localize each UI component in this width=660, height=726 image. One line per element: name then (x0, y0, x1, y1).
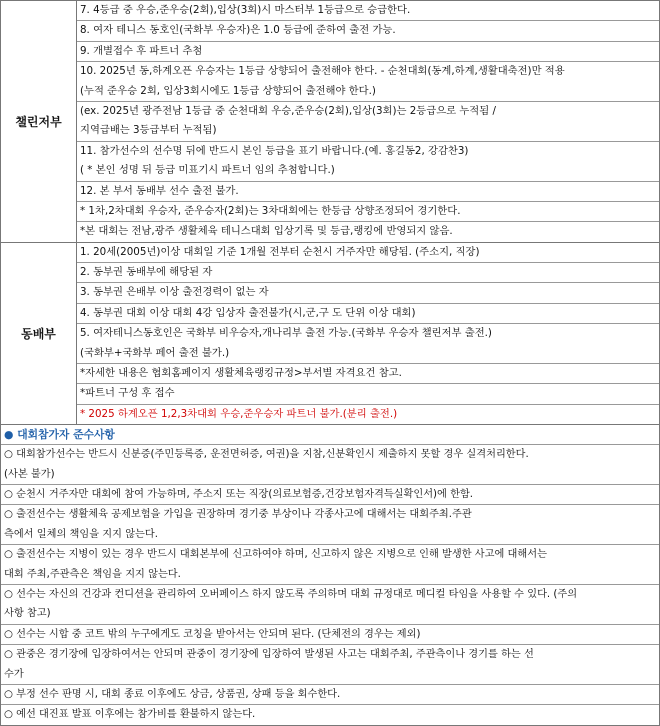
notice-title: 대회참가자 준수사항 (17, 428, 115, 442)
dongbae-rule-line-highlight: * 2025 하계오픈 1,2,3차대회 우승,준우승자 파트너 불가.(분리 출전.) (80, 407, 398, 420)
notice-line: 대회 주최,주관측은 책임을 지지 않는다. (1, 565, 659, 585)
participant-notice (0, 425, 660, 725)
challenger-rule-line: 11. 참가선수의 선수명 뒤에 반드시 본인 등급을 표기 바랍니다.(예. 홍길동2, 강감찬3) (80, 144, 469, 157)
bullet-dot-icon: ● (4, 428, 14, 442)
notice-line: ○ 예선 대진표 발표 이후에는 참가비를 환불하지 않는다. (4, 709, 256, 721)
challenger-rule-line: 지역급배는 3등급부터 누적됨) (77, 121, 659, 141)
notice-line: ○ 대회참가선수는 반드시 신분증(주민등록증, 운전면허증, 여권)을 지참,신분확인시 제출하지 못할 경우 실격처리한다. (4, 449, 529, 461)
challenger-label: 챌린저부 (1, 1, 77, 243)
dongbae-rule-line: 1. 20세(2005년)이상 대회일 기준 1개월 전부터 순천시 거주자만 해당됨. (주소지, 직장) (77, 243, 659, 263)
notice-line: ○ 선수는 자신의 건강과 컨디션을 관리하여 오버페이스 하지 않도록 주의하며 대회 규정대로 메디컬 타임을 사용할 수 있다. (주의 (4, 588, 578, 600)
dongbae-rule-line: 5. 여자테니스동호인은 국화부 비우승자,개나리부 출전 가능.(국화부 우승자 챌린저부 출전.) (80, 327, 492, 340)
dongbae-rule-line: (국화부+국화부 페어 출전 불가.) (77, 344, 659, 364)
notice-heading (1, 425, 659, 445)
dongbae-rule-line: 4. 동부권 대회 이상 대회 4강 입상자 출전불가(시,군,구 도 단위 이상 대회) (77, 304, 659, 324)
challenger-rule-line: (누적 준우승 2회, 입상3회시에도 1등급 상향되어 출전해야 한다.) (77, 82, 659, 102)
notice-line: ○ 순천시 거주자만 대회에 참여 가능하며, 주소지 또는 직장(의료보험증,건강보험자격득실확인서)에 한함. (1, 485, 659, 505)
challenger-rule-line: * 1차,2차대회 우승자, 준우승자(2회)는 3차대회에는 한등급 상향조정되어 경기한다. (77, 202, 659, 222)
notice-line: ○ 출전선수는 생활체육 공제보험을 가입을 권장하며 경기중 부상이나 각종사고에 대해서는 대회주최.주관 (4, 509, 472, 521)
dongbae-label: 동배부 (1, 242, 77, 425)
challenger-rule-line: *본 대회는 전남,광주 생활체육 테니스대회 입상기록 및 등급,랭킹에 반영되지 않음. (80, 225, 453, 238)
challenger-rule-line: ( * 본인 성명 뒤 등급 미표기시 파트너 임의 추첨합니다.) (77, 161, 659, 181)
notice-line: (사본 불가) (1, 465, 659, 485)
dongbae-rules (77, 242, 660, 425)
dongbae-rule-line: 2. 동부권 동배부에 해당된 자 (77, 263, 659, 283)
challenger-rule-line: 8. 여자 테니스 동호인(국화부 우승자)은 1.0 등급에 준하여 출전 가능. (77, 21, 659, 41)
dongbae-section (1, 242, 660, 425)
challenger-rule-line: 9. 개별접수 후 파트너 추첨 (77, 42, 659, 62)
notice-line: ○ 부정 선수 판명 시, 대회 종료 이후에도 상금, 상품권, 상패 등을 회수한다. (1, 685, 659, 705)
challenger-rule-line: 10. 2025년 동,하계오픈 우승자는 1등급 상향되어 출전해야 한다. - 순천대회(동계,하계,생활대축전)만 적용 (80, 65, 565, 78)
notice-line: 측에서 일체의 책임을 지지 않는다. (1, 525, 659, 545)
notice-line: ○ 출전선수는 지병이 있는 경우 반드시 대회본부에 신고하여야 하며, 신고하지 않은 지병으로 인해 발생한 사고에 대해서는 (4, 549, 547, 561)
dongbae-rule-line: *파트너 구성 후 접수 (77, 384, 659, 404)
dongbae-rule-line: 3. 동부권 은배부 이상 출전경력이 없는 자 (77, 283, 659, 303)
dongbae-rule-line: *자세한 내용은 협회홈페이지 생활체육랭킹규정>부서별 자격요건 참고. (77, 364, 659, 384)
notice-line: 수가 (1, 665, 659, 685)
notice-line: ○ 선수는 시합 중 코트 밖의 누구에게도 코칭을 받아서는 안되며 된다. (단체전의 경우는 제외) (1, 625, 659, 645)
challenger-rule-line: 7. 4등급 중 우승,준우승(2회),입상(3회)시 마스터부 1등급으로 승급한다. (77, 1, 659, 21)
challenger-rule-line: 12. 본 부서 동배부 선수 출전 불가. (77, 182, 659, 202)
challenger-rules (77, 1, 660, 243)
challenger-section (1, 1, 660, 243)
notice-line: 사항 참고) (1, 604, 659, 624)
notice-line: ○ 관중은 경기장에 입장하여서는 안되며 관중이 경기장에 입장하여 발생된 사고는 대회주최, 주관측이나 경기를 하는 선 (4, 649, 534, 661)
challenger-rule-line: (ex. 2025년 광주전남 1등급 중 순천대회 우승,준우승(2회),입상(3회)는 2등급으로 누적됨 / (80, 104, 496, 117)
